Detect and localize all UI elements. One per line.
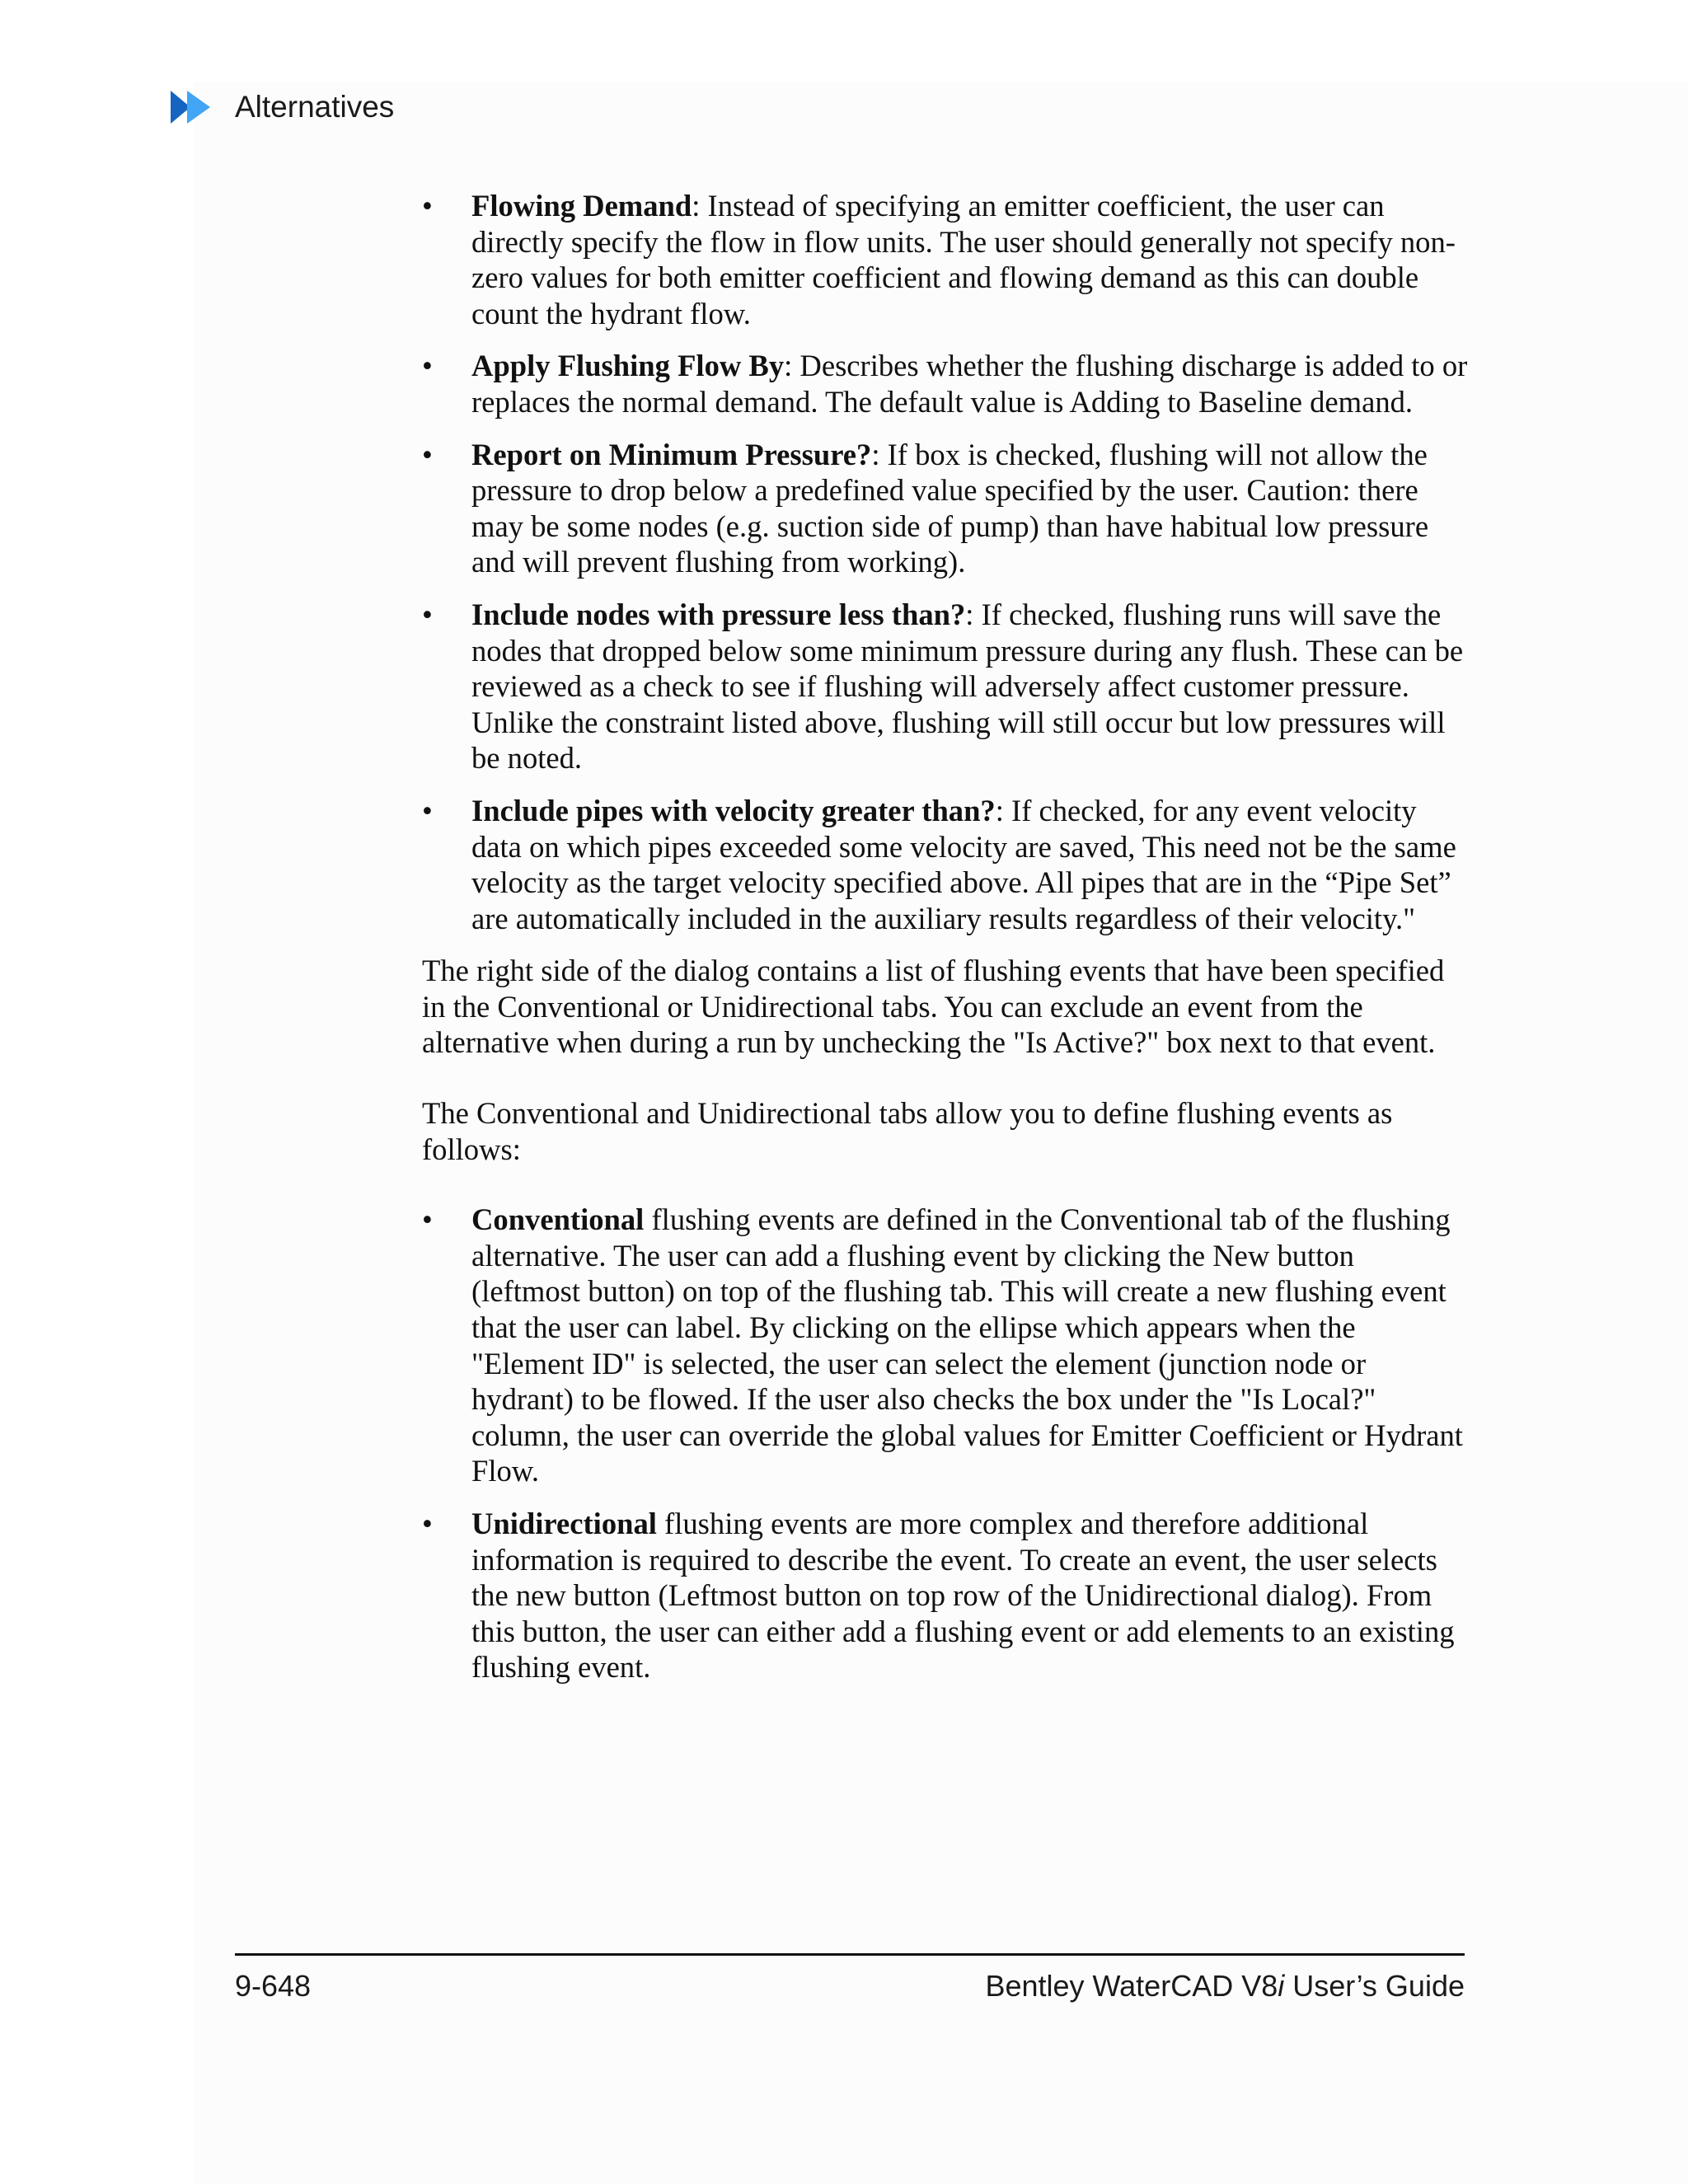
term-conventional: Conventional	[471, 1202, 645, 1237]
bullet-icon: •	[422, 1507, 433, 1540]
definition-text: : If box is checked, flushing will not allow the pressure to drop below a predefined value specified by the user. Caution: there may be some nodes (e.g. suction side of pump) than have habitual low pressure and will prevent flushing from working).	[471, 437, 1429, 579]
list-item	[422, 793, 1469, 936]
paragraph-event-list: The right side of the dialog contains a list of flushing events that have been specified in the Conventional or Unidirectional tabs. You can exclude an event from the alternative when during a run by unchecking the "Is Active?" box next to that event.	[422, 954, 1445, 1060]
list-item	[422, 437, 1469, 580]
guide-title-suffix: User’s Guide	[1284, 1969, 1465, 2003]
bullet-icon: •	[422, 349, 433, 383]
bullet-icon: •	[422, 793, 433, 827]
definition-text: : If checked, flushing runs will save the nodes that dropped below some minimum pressure during any flush. These can be reviewed as a check to see if flushing will adversely affect customer pressure. Unlike the constraint listed above, flushing will still occur but low pressures will be noted.	[471, 597, 1464, 776]
list-item	[422, 1202, 1469, 1489]
term-include-nodes: Include nodes with pressure less than?	[471, 597, 966, 631]
bullet-icon: •	[422, 189, 433, 223]
definition-text: : Describes whether the flushing discharge is added to or replaces the normal demand. The default value is Adding to Baseline demand.	[471, 349, 1468, 419]
term-include-pipes: Include pipes with velocity greater than?	[471, 793, 996, 827]
list-item	[422, 597, 1469, 776]
bullet-icon: •	[422, 1202, 433, 1237]
definition-text: flushing events are defined in the Conventional tab of the flushing alternative. The user can add a flushing event by clicking the New button (leftmost button) on top of the flushing tab. This will create a new flushing event that the user can label. By clicking on the ellipse which appears when the "Element ID" is selected, the user can select the element (junction node or hydrant) to be flowed. If the user also checks the box under the "Is Local?" column, the user can override the global values for Emitter Coefficient or Hydrant Flow.	[471, 1202, 1463, 1488]
page-header	[169, 82, 394, 132]
term-flowing-demand: Flowing Demand	[471, 189, 692, 223]
bullet-icon: •	[422, 437, 433, 471]
definition-text: : Instead of specifying an emitter coefficient, the user can directly specify the flow in flow units. The user should generally not specify non-zero values for both emitter coefficient and flowing demand as this can double count the hydrant flow.	[471, 189, 1456, 330]
term-unidirectional: Unidirectional	[471, 1507, 657, 1540]
page-number: 9-648	[235, 1969, 312, 2003]
footer-divider	[235, 1953, 1465, 1956]
event-types-bullet-list	[422, 1202, 1469, 1685]
paragraph-tabs-intro: The Conventional and Unidirectional tabs allow you to define flushing events as follows:	[422, 1096, 1393, 1166]
bullet-icon: •	[422, 597, 433, 631]
section-title: Alternatives	[235, 90, 395, 124]
double-chevron-right-icon	[169, 87, 223, 127]
list-item	[422, 188, 1469, 331]
settings-bullet-list	[422, 188, 1469, 936]
guide-title	[985, 1969, 1465, 2004]
guide-title-prefix: Bentley WaterCAD V8	[985, 1969, 1278, 2003]
term-apply-flushing-flow-by: Apply Flushing Flow By	[471, 349, 785, 383]
term-report-on-minimum-pressure: Report on Minimum Pressure?	[471, 437, 872, 471]
definition-text: flushing events are more complex and therefore additional information is required to describe the event. To create an event, the user selects the new button (Leftmost button on top row of the Unidirectional dialog). From this button, the user can either add a flushing event or add elements to an existing flushing event.	[471, 1507, 1455, 1685]
document-body	[422, 188, 1469, 1702]
definition-text: : If checked, for any event velocity data on which pipes exceeded some velocity are saved, This need not be the same velocity as the target velocity specified above. All pipes that are in the “Pipe Set” are automatically included in the auxiliary results regardless of their velocity."	[471, 793, 1456, 935]
list-item	[422, 348, 1469, 419]
list-item	[422, 1506, 1469, 1685]
guide-title-italic: i	[1278, 1969, 1285, 2003]
